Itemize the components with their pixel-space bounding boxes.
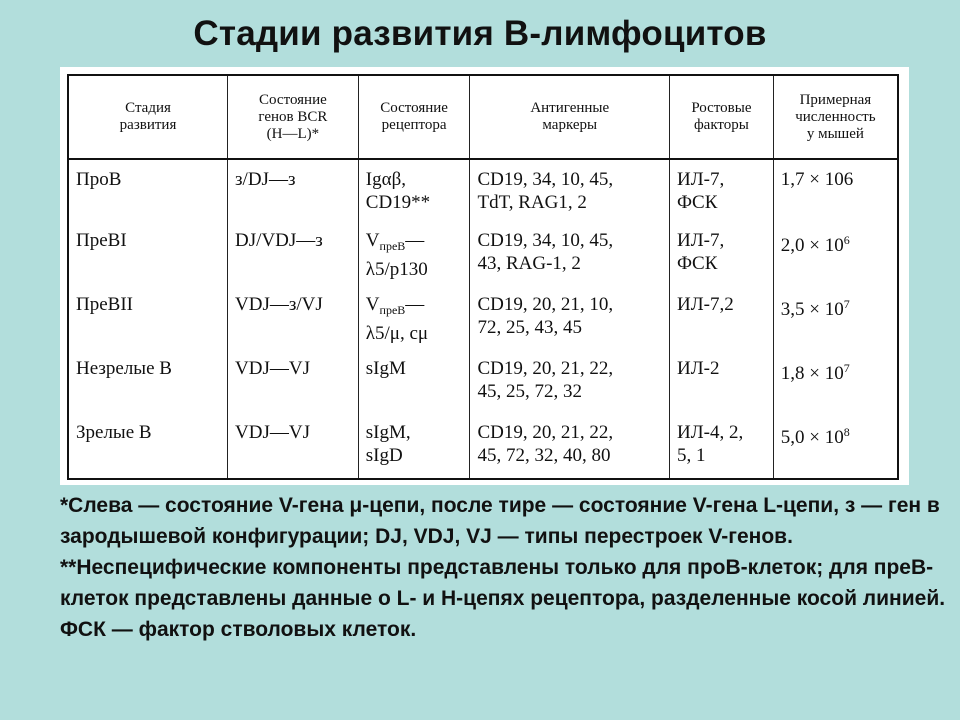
footnotes (60, 490, 950, 645)
cell-count: $5,0 \times 10^8$ (773, 415, 898, 479)
cell-genes: VDJ—VJ (228, 351, 359, 415)
table-row (68, 351, 898, 415)
cell-markers: CD19, 34, 10, 45, TdT, RAG1, 2 (470, 159, 670, 223)
lymphocyte-stages-table (67, 74, 899, 480)
cell-count: $1,8 \times 10^7$ (773, 351, 898, 415)
cell-stage: ПроВ (68, 159, 228, 223)
cell-count: $3,5 \times 10^7$ (773, 287, 898, 351)
cell-receptor: sIgM (358, 351, 470, 415)
cell-stage: ПреВII (68, 287, 228, 351)
cell-genes: DJ/VDJ—з (228, 223, 359, 287)
cell-stage: ПреВI (68, 223, 228, 287)
footnote-genes: *Слева — состояние V-гена μ-цепи, после тире — состояние V-гена L-цепи, з — ген в зародышевой конфигурации; DJ, VDJ, VJ — типы перестроек V-генов. (60, 494, 940, 548)
cell-receptor: $V_{преВ}—$ λ5/μ, сμ (358, 287, 470, 351)
page-title: Стадии развития B-лимфоцитов (193, 14, 767, 53)
cell-factors: ИЛ-7,2 (670, 287, 774, 351)
cell-factors: ИЛ-4, 2, 5, 1 (670, 415, 774, 479)
footnote-fsk: ФСК — фактор стволовых клеток. (60, 618, 417, 641)
cell-receptor: sIgM, sIgD (358, 415, 470, 479)
cell-markers: CD19, 20, 21, 10, 72, 25, 43, 45 (470, 287, 670, 351)
header-row (68, 75, 898, 159)
table-row (68, 415, 898, 479)
cell-stage: Зрелые В (68, 415, 228, 479)
cell-genes: з/DJ—з (228, 159, 359, 223)
table-row (68, 159, 898, 223)
cell-markers: CD19, 20, 21, 22, 45, 72, 32, 40, 80 (470, 415, 670, 479)
footnote-nonspecific: **Неспецифические компоненты представлены только для проВ-клеток; для преВ-клеток представлены данные о L- и H-цепях рецептора, разделенные косой линией. (60, 556, 946, 610)
header-count: Примерная численность у мышей (773, 75, 898, 159)
cell-markers: CD19, 34, 10, 45, 43, RAG-1, 2 (470, 223, 670, 287)
cell-count: $2,0 \times 10^6$ (773, 223, 898, 287)
cell-receptor: $V_{преВ}—$ λ5/p130 (358, 223, 470, 287)
cell-receptor: Igαβ, CD19** (358, 159, 470, 223)
cell-factors: ИЛ-7, ФСК (670, 223, 774, 287)
cell-factors: ИЛ-2 (670, 351, 774, 415)
header-markers: Антигенные маркеры (470, 75, 670, 159)
header-stage: Стадия развития (68, 75, 228, 159)
table-row (68, 223, 898, 287)
cell-factors: ИЛ-7, ФСК (670, 159, 774, 223)
cell-genes: VDJ—VJ (228, 415, 359, 479)
table-panel (60, 67, 909, 485)
header-receptor: Состояние рецептора (358, 75, 470, 159)
table-row (68, 287, 898, 351)
cell-count: 1,7 × 106 (773, 159, 898, 223)
cell-markers: CD19, 20, 21, 22, 45, 25, 72, 32 (470, 351, 670, 415)
cell-stage: Незрелые В (68, 351, 228, 415)
header-factors: Ростовые факторы (670, 75, 774, 159)
header-genes: Состояние генов BCR (H—L)* (228, 75, 359, 159)
cell-genes: VDJ—з/VJ (228, 287, 359, 351)
